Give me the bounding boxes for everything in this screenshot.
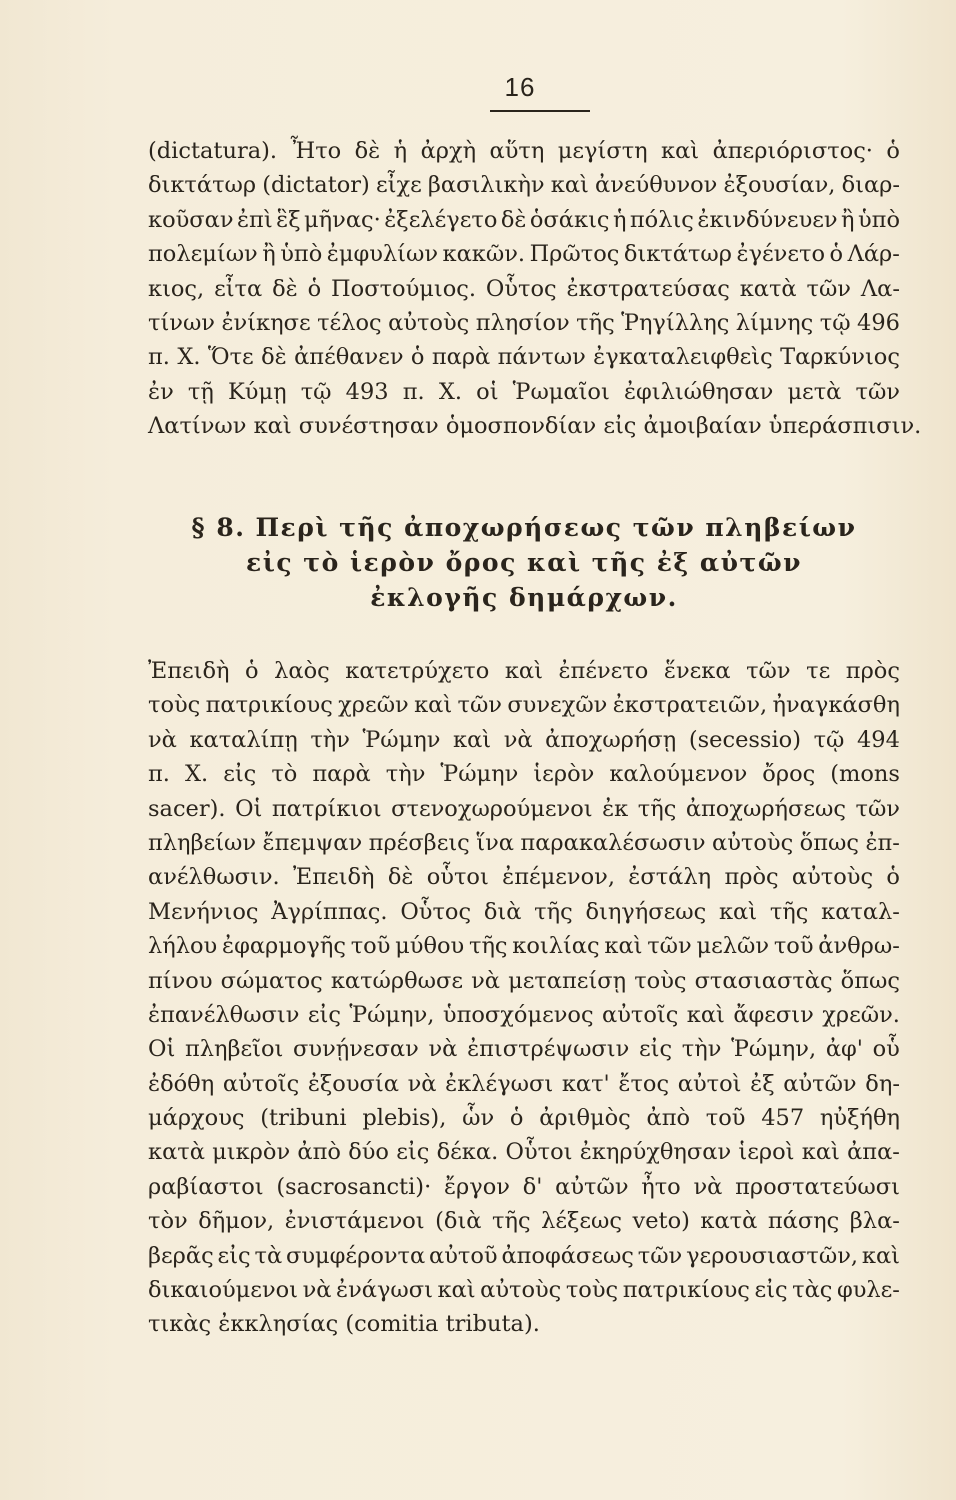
heading-line-3: ἐκλογῆς δημάρχων. — [370, 583, 678, 612]
text-line: (dictatura). Ἦτο δὲ ἡ ἀρχὴ αὕτη μεγίστη καὶ ἀπεριόριστος· ὁ — [148, 138, 900, 164]
text-line: τὸν δῆμον, ἐνιστάμενοι (διὰ τῆς λέξεως veto) κατὰ πάσης βλα- — [148, 1208, 900, 1235]
text-line: κατὰ μικρὸν ἀπὸ δύο εἰς δέκα. Οὗτοι ἐκηρύχθησαν ἱεροὶ καὶ ἀπα- — [148, 1139, 900, 1166]
text-line: Μενήνιος Ἀγρίππας. Οὗτος διὰ τῆς διηγήσεως καὶ τῆς καταλ- — [148, 898, 900, 925]
text-line: π. Χ. εἰς τὸ παρὰ τὴν Ῥώμην ἱερὸν καλούμενον ὄρος (mons — [148, 761, 900, 788]
text-line: νὰ καταλίπῃ τὴν Ῥώμην καὶ νὰ ἀποχωρήσῃ (secessio) τῷ 494 — [148, 726, 900, 753]
text-line: κοῦσαν ἐπὶ ἓξ μῆνας· ἐξελέγετο δὲ ὁσάκις ἡ πόλις ἐκινδύνευεν ἢ ὑπὸ — [148, 206, 900, 233]
text-line: κιος, εἶτα δὲ ὁ Ποστούμιος. Οὗτος ἐκστρατεύσας κατὰ τῶν Λα- — [148, 275, 900, 302]
text-line: δικαιούμενοι νὰ ἐνάγωσι καὶ αὐτοὺς τοὺς πατρικίους εἰς τὰς φυλε- — [148, 1277, 900, 1304]
heading-text: Περὶ τῆς ἀποχωρήσεως τῶν πληβείων — [255, 513, 857, 542]
text-line: τοὺς πατρικίους χρεῶν καὶ τῶν συνεχῶν ἐκστρατειῶν, ἠναγκάσθη — [148, 692, 900, 719]
heading-line-2: εἰς τὸ ἱερὸν ὄρος καὶ τῆς ἐξ αὐτῶν — [246, 548, 802, 577]
text-line: βερᾶς εἰς τὰ συμφέροντα αὐτοῦ ἀποφάσεως τῶν γερουσιαστῶν, καὶ — [148, 1242, 900, 1269]
text-line: λήλου ἐφαρμογῆς τοῦ μύθου τῆς κοιλίας καὶ τῶν μελῶν τοῦ ἀνθρω- — [148, 933, 900, 960]
page-number: 16 — [504, 72, 536, 102]
text-line: πληβείων ἔπεμψαν πρέσβεις ἵνα παρακαλέσωσιν αὐτοὺς ὅπως ἐπ- — [148, 829, 900, 856]
heading-line-1 — [148, 510, 900, 545]
text-line: ἐν τῇ Κύμῃ τῷ 493 π. Χ. οἱ Ῥωμαῖοι ἐφιλιώθησαν μετὰ τῶν — [148, 378, 900, 405]
text-line: sacer). Οἱ πατρίκιοι στενοχωρούμενοι ἐκ τῆς ἀποχωρήσεως τῶν — [148, 795, 900, 822]
text-line: ἐδόθη αὐτοῖς ἐξουσία νὰ ἐκλέγωσι κατ' ἔτος αὐτοὶ ἐξ αὐτῶν δη- — [148, 1070, 900, 1097]
text-line: τίνων ἐνίκησε τέλος αὐτοὺς πλησίον τῆς Ῥηγίλλης λίμνης τῷ 496 — [148, 309, 900, 336]
text-line: πίνου σώματος κατώρθωσε νὰ μεταπείσῃ τοὺς στασιαστὰς ὅπως — [148, 967, 900, 994]
page-number-rule — [490, 110, 590, 112]
text-line: δικτάτωρ (dictator) εἶχε βασιλικὴν καὶ ἀνεύθυνον ἐξουσίαν, διαρ- — [148, 172, 900, 199]
text-line: Ἐπειδὴ ὁ λαὸς κατετρύχετο καὶ ἐπένετο ἕνεκα τῶν τε πρὸς — [148, 658, 900, 684]
paragraph-dictatorship — [148, 134, 922, 444]
text-line: ραβίαστοι (sacrosancti)· ἔργον δ' αὐτῶν ἦτο νὰ προστατεύωσι — [148, 1173, 900, 1200]
text-line: πολεμίων ἢ ὑπὸ ἐμφυλίων κακῶν. Πρῶτος δικτάτωρ ἐγένετο ὁ Λάρ- — [148, 241, 900, 268]
text-line: π. Χ. Ὅτε δὲ ἀπέθανεν ὁ παρὰ πάντων ἐγκαταλειφθεὶς Ταρκύνιος — [148, 344, 900, 371]
paragraph-secession — [148, 654, 900, 1342]
section-heading — [148, 510, 900, 615]
text-line: ανέλθωσιν. Ἐπειδὴ δὲ οὗτοι ἐπέμενον, ἐστάλη πρὸς αὐτοὺς ὁ — [148, 864, 900, 891]
text-line: ἐπανέλθωσιν εἰς Ῥώμην, ὑποσχόμενος αὐτοῖς καὶ ἄφεσιν χρεῶν. — [148, 1001, 900, 1028]
text-line: μάρχους (tribuni plebis), ὧν ὁ ἀριθμὸς ἀπὸ τοῦ 457 ηὐξήθη — [148, 1105, 900, 1132]
text-line: τικὰς ἐκκλησίας (comitia tributa). — [148, 1311, 540, 1338]
text-line: Οἱ πληβεῖοι συνῄνεσαν νὰ ἐπιστρέψωσιν εἰς τὴν Ῥώμην, ἀφ' οὗ — [148, 1036, 900, 1063]
section-number: § 8. — [191, 513, 246, 542]
text-line: Λατίνων καὶ συνέστησαν ὁμοσπονδίαν εἰς ἀμοιβαίαν ὑπεράσπισιν. — [148, 413, 922, 440]
